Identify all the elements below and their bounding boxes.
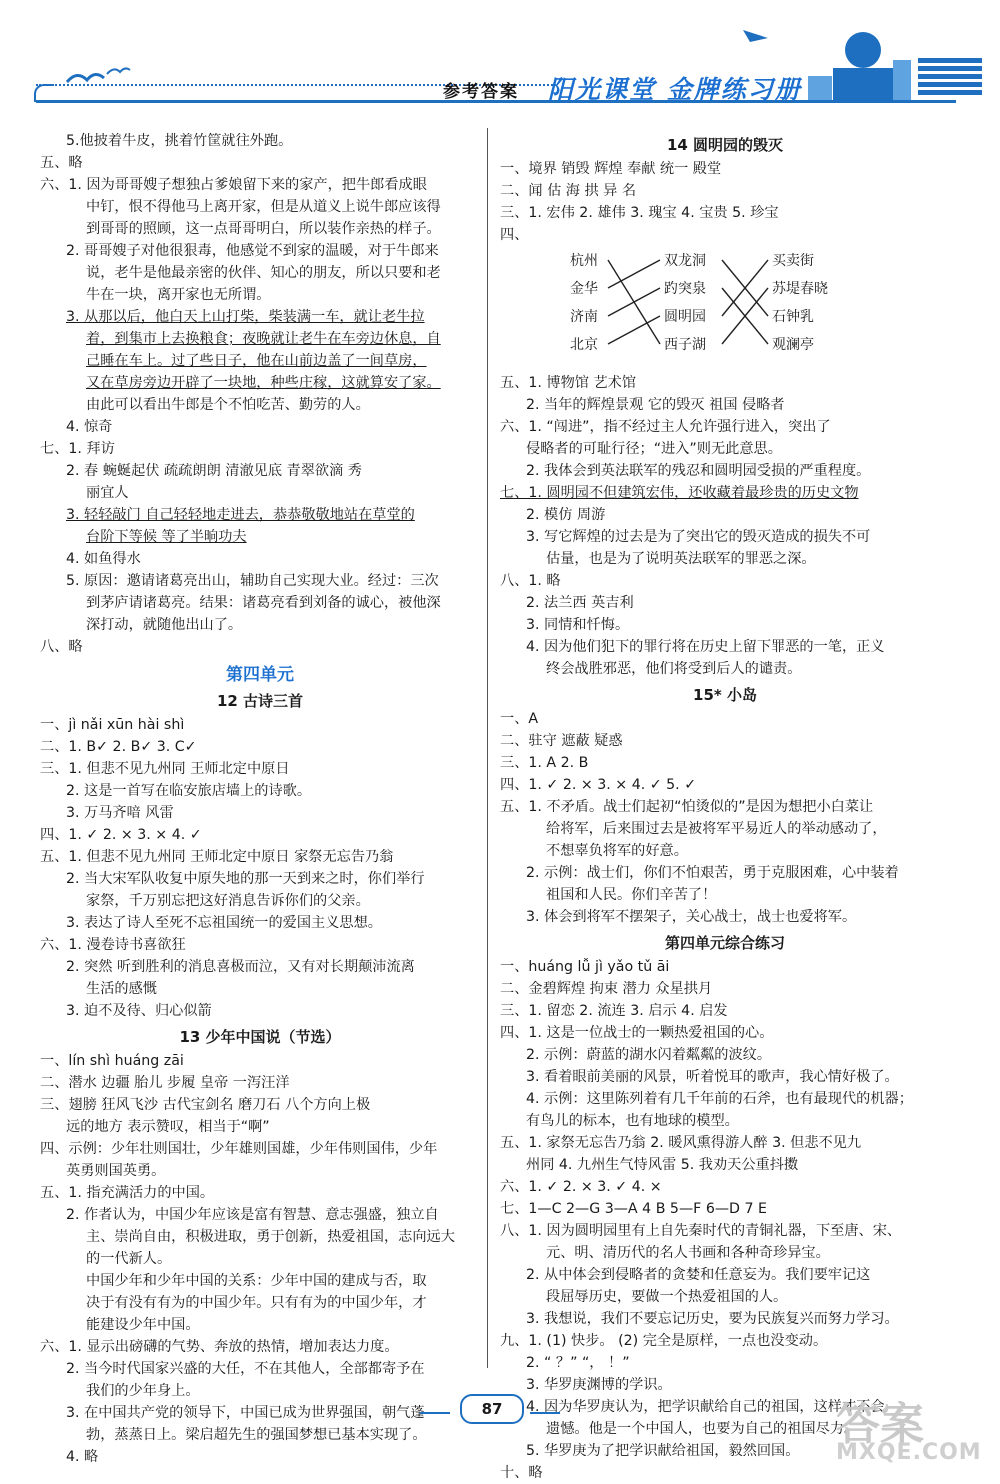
answer-line: 三、1. 留恋 2. 流连 3. 启示 4. 启发 (500, 1003, 728, 1019)
answer-line: 3. 写它辉煌的过去是为了突出它的毁灭造成的损失不可 (526, 529, 871, 545)
right-top-section (500, 134, 950, 246)
answer-line: 5. 华罗庚为了把学识献给祖国，毅然回国。 (526, 1443, 800, 1459)
matching-diagram (500, 248, 950, 368)
answer-line: 十、略 (500, 1465, 543, 1481)
answer-line: 我们的少年身上。 (86, 1383, 200, 1399)
answer-line: 州同 4. 九州生气恃风雷 5. 我劝天公重抖擞 (526, 1157, 799, 1173)
match-place: 济南 (570, 309, 598, 325)
answer-line: 估量，也是为了说明英法联军的罪恶之深。 (546, 551, 816, 567)
answer-line: 3. 迫不及待、归心似箭 (66, 1003, 212, 1019)
answer-line: 三、1. A 2. B (500, 755, 589, 771)
answer-line: 一、lín shì huáng zāi (40, 1053, 184, 1069)
answer-line: 三、1. 但悲不见九州同 王师北定中原日 (40, 761, 290, 777)
answer-line: 3. 轻轻敲门 自己轻轻地走进去，恭恭敬敬地站在草堂的 (66, 507, 415, 523)
answer-line: 五、1. 指充满活力的中国。 (40, 1185, 215, 1201)
answer-line: 家祭，千万别忘把这好消息告诉你们的父亲。 (86, 893, 370, 909)
answer-line: 七、1—C 2—G 3—A 4 B 5—F 6—D 7 E (500, 1201, 767, 1217)
answer-line: 2. 从中体会到侵略者的贪婪和任意妄为。我们要牢记这 (526, 1267, 871, 1283)
answer-line: 3. 在中国共产党的领导下，中国已成为世界强国，朝气蓬 (66, 1405, 425, 1421)
answer-line: 中国少年和少年中国的关系：少年中国的建成与否，取 (86, 1273, 427, 1289)
answer-line: 2. 示例：蔚蓝的湖水闪着粼粼的波纹。 (526, 1047, 772, 1063)
right-bottom-section (500, 372, 950, 1484)
answer-line: 二、金碧辉煌 拘束 潜力 众星拱月 (500, 981, 713, 997)
answer-line: 2. 法兰西 英吉利 (526, 595, 634, 611)
answer-line: 一、境界 销毁 辉煌 奉献 统一 殿堂 (500, 161, 722, 177)
answer-line: 三、翅膀 狂风飞沙 古代宝剑名 磨刀石 八个方向上极 (40, 1097, 371, 1113)
answer-line: 六、1. 显示出磅礴的气势、奔放的热情，增加表达力度。 (40, 1339, 399, 1355)
answer-line: 3. 华罗庚渊博的学识。 (526, 1377, 672, 1393)
answer-line: 五、1. 不矛盾。战士们起初“怕烫似的”是因为想把小白菜让 (500, 799, 874, 815)
answer-line: 深打动，就随他出山了。 (86, 617, 243, 633)
match-feature: 买卖街 (772, 253, 814, 269)
answer-line: 3. 从那以后，他白天上山打柴，柴装满一车，就让老牛拉 (66, 309, 425, 325)
answer-line: 4. 惊奇 (66, 419, 113, 435)
answer-line: 四、 (500, 227, 529, 243)
answer-line: 到哥哥的照顾，这一点哥哥明白，所以装作亲热的样子。 (86, 221, 441, 237)
answer-line: 二、闻 估 海 拱 异 名 (500, 183, 637, 199)
answer-line: 一、A (500, 711, 539, 727)
answer-line: 又在草房旁边开辟了一块地，种些庄稼，这就算安了家。 (86, 375, 441, 391)
match-site: 双龙洞 (664, 253, 706, 269)
answer-line: 2. 当今时代国家兴盛的大任，不在其他人，全部都寄予在 (66, 1361, 425, 1377)
answer-line: 不想辜负将军的好意。 (546, 843, 688, 859)
answer-line: 给将军，后来围过去是被将军平易近人的举动感动了， (546, 821, 887, 837)
answer-line: 六、1. 因为哥哥嫂子想独占爹娘留下来的家产，把牛郎看成眼 (40, 177, 427, 193)
answer-line: 丽宜人 (86, 485, 129, 501)
answer-line: 到茅庐请诸葛亮。结果：诸葛亮看到刘备的诚心，被他深 (86, 595, 441, 611)
match-place: 北京 (570, 337, 598, 353)
answer-line: 七、1. 圆明园不但建筑宏伟，还收藏着最珍贵的历史文物 (500, 485, 859, 501)
answer-line: 主、崇尚自由，积极进取，勇于创新，热爱祖国，志向远大 (86, 1229, 455, 1245)
column-divider (487, 128, 488, 1368)
answer-line: 台阶下等候 等了半晌功夫 (86, 529, 247, 545)
answer-line: 5. 原因：邀请诸葛亮出山，辅助自己实现大业。经过：三次 (66, 573, 439, 589)
header-stripes (918, 58, 982, 102)
answer-line: 二、潜水 边疆 胎儿 步履 皇帝 一泻汪洋 (40, 1075, 290, 1091)
answer-line: 己睡在车上。过了些日子，他在山前边盖了一间草房， (86, 353, 427, 369)
answer-line: 五、略 (40, 155, 83, 171)
birds-icon (62, 62, 132, 92)
answer-line: 3. 万马齐喑 风雷 (66, 805, 174, 821)
answer-line: 说，老牛是他最亲密的伙伴、知心的朋友，所以只要和老 (86, 265, 441, 281)
answer-line: 有鸟儿的标本，也有地球的模型。 (526, 1113, 739, 1129)
answer-line: 终会战胜邪恶，他们将受到后人的谴责。 (546, 661, 802, 677)
answer-line: 五、1. 但悲不见九州同 王师北定中原日 家祭无忘告乃翁 (40, 849, 394, 865)
answer-line: 段屈辱历史，要做一个热爱祖国的人。 (546, 1289, 788, 1305)
match-feature: 观澜亭 (772, 337, 814, 353)
answer-line: 3. 看着眼前美丽的风景，听着悦耳的歌声，我心情好极了。 (526, 1069, 899, 1085)
match-site: 圆明园 (664, 309, 706, 325)
answer-line: 2. 突然 听到胜利的消息喜极而泣，又有对长期颠沛流离 (66, 959, 415, 975)
lesson-title: 15* 小岛 (693, 686, 757, 704)
watermark-site: MXQE.COM (836, 1440, 982, 1465)
answer-line: 4. 示例：这里陈列着有几千年前的石斧，也有最现代的机器； (526, 1091, 913, 1107)
answer-line: 六、1. “闯进”，指不经过主人允许强行进入，突出了 (500, 419, 831, 435)
answer-line: 的一代新人。 (86, 1251, 172, 1267)
answer-line: 2. 作者认为，中国少年应该是富有智慧、意志强盛，独立自 (66, 1207, 439, 1223)
answer-line: 决于有没有有为的中国少年。只有有为的中国少年，才 (86, 1295, 427, 1311)
answer-line: 一、huáng lǚ jì yǎo tǔ āi (500, 959, 670, 975)
answer-line: 5.他披着牛皮，挑着竹筐就往外跑。 (66, 133, 293, 149)
answer-line: 3. 同情和忏悔。 (526, 617, 630, 633)
match-place: 杭州 (570, 253, 598, 269)
answer-line: 五、1. 博物馆 艺术馆 (500, 375, 637, 391)
answer-line: 2. 哥哥嫂子对他很狠毒，他感觉不到家的温暖，对于牛郎来 (66, 243, 439, 259)
answer-line: 3. 我想说，我们不要忘记历史，要为民族复兴而努力学习。 (526, 1311, 899, 1327)
answer-line: 九、1. (1) 快步。 (2) 完全是原样，一点也没变动。 (500, 1333, 828, 1349)
match-place: 金华 (570, 281, 598, 297)
answer-line: 祖国和人民。你们辛苦了！ (546, 887, 717, 903)
match-feature: 石钟乳 (772, 309, 814, 325)
answer-line: 八、略 (40, 639, 83, 655)
scholar-illustration-icon (738, 20, 918, 102)
answer-line: 遗憾。他是一个中国人，也要为自己的祖国尽力。 (546, 1421, 859, 1437)
answer-line: 二、1. B✓ 2. B✓ 3. C✓ (40, 739, 197, 755)
answer-line: 八、1. 略 (500, 573, 561, 589)
answer-line: 2. 春 蜿蜒起伏 疏疏朗朗 清澈见底 青翠欲滴 秀 (66, 463, 362, 479)
lesson-title: 第四单元综合练习 (664, 934, 785, 952)
answer-line: 3. 表达了诗人至死不忘祖国统一的爱国主义思想。 (66, 915, 382, 931)
lesson-title: 13 少年中国说（节选） (179, 1028, 341, 1046)
header-brand: 阳光课堂 金牌练习册 (548, 75, 802, 104)
answer-line: 生活的感慨 (86, 981, 157, 997)
page-header (0, 0, 1000, 122)
answer-line: 英勇则国英勇。 (66, 1163, 166, 1179)
answer-line: 由此可以看出牛郎是个不怕吃苦、勤劳的人。 (86, 397, 370, 413)
answer-line: 侵略者的可耻行径；“进入”则无此意思。 (526, 441, 782, 457)
match-site: 西子湖 (664, 337, 706, 353)
answer-line: 2. 我体会到英法联军的残忍和圆明园受损的严重程度。 (526, 463, 871, 479)
answer-line: 能建设少年中国。 (86, 1317, 200, 1333)
header-label: 参考答案 (443, 82, 519, 102)
answer-line: 2. 当年的辉煌景观 它的毁灭 祖国 侵略者 (526, 397, 785, 413)
answer-line: 六、1. ✓ 2. × 3. ✓ 4. × (500, 1179, 662, 1195)
answer-line: 着，到集市上去换粮食；夜晚就让老牛在车旁边休息，自 (86, 331, 441, 347)
answer-line: 七、1. 拜访 (40, 441, 115, 457)
right-column (500, 130, 950, 1484)
answer-line: 4. 因为华罗庚认为，把学识献给自己的祖国，这样才不会 (526, 1399, 885, 1415)
unit-heading: 第四单元 (226, 665, 294, 685)
answer-line: 四、示例：少年壮则国壮，少年雄则国雄，少年伟则国伟，少年 (40, 1141, 438, 1157)
lesson-title: 14 圆明园的毁灭 (666, 136, 784, 154)
answer-line: 牛在一块，离开家也无所谓。 (86, 287, 271, 303)
answer-line: 六、1. 漫卷诗书喜欲狂 (40, 937, 186, 953)
answer-line: 四、1. 这是一位战士的一颗热爱祖国的心。 (500, 1025, 774, 1041)
answer-line: 4. 略 (66, 1449, 99, 1465)
match-site: 趵突泉 (664, 281, 706, 297)
answer-line: 二、驻守 遮蔽 疑惑 (500, 733, 623, 749)
lesson-title: 12 古诗三首 (216, 692, 304, 710)
answer-line: 八、1. 因为圆明园里有上自先秦时代的青铜礼器，下至唐、宋、 (500, 1223, 902, 1239)
footer-ornament-left (420, 1402, 450, 1414)
answer-line: 一、jì nǎi xūn hài shì (40, 717, 185, 733)
page-number: 87 (460, 1394, 524, 1424)
answer-line: 四、1. ✓ 2. × 3. × 4. ✓ 5. ✓ (500, 777, 697, 793)
answer-line: 元、明、清历代的名人书画和各种奇珍异宝。 (546, 1245, 830, 1261)
answer-line: 3. 体会到将军不摆架子，关心战士，战士也爱将军。 (526, 909, 857, 925)
answer-line: 中钉，恨不得他马上离开家，但是从道义上说牛郎应该得 (86, 199, 441, 215)
left-column (40, 130, 480, 1468)
answer-line: 五、1. 家祭无忘告乃翁 2. 暖风熏得游人醉 3. 但悲不见九 (500, 1135, 862, 1151)
answer-line: 2. “ ？” “， ！” (526, 1355, 630, 1371)
answer-line: 2. 这是一首写在临安旅店墙上的诗歌。 (66, 783, 312, 799)
answer-line: 勃，蒸蒸日上。梁启超先生的强国梦想已基本实现了。 (86, 1427, 427, 1443)
footer-ornament-right (530, 1402, 560, 1414)
answer-line: 2. 模仿 周游 (526, 507, 606, 523)
watermark-logo: 答案 (836, 1399, 924, 1450)
answer-line: 2. 示例：战士们，你们不怕艰苦，勇于克服困难，心中装着 (526, 865, 899, 881)
answer-line: 三、1. 宏伟 2. 雄伟 3. 瑰宝 4. 宝贵 5. 珍宝 (500, 205, 779, 221)
match-feature: 苏堤春晓 (772, 281, 828, 297)
answer-line: 四、1. ✓ 2. × 3. × 4. ✓ (40, 827, 202, 843)
answer-line: 2. 当大宋军队收复中原失地的那一天到来之时，你们举行 (66, 871, 425, 887)
answer-line: 远的地方 表示赞叹，相当于“啊” (66, 1119, 270, 1135)
answer-line: 4. 如鱼得水 (66, 551, 141, 567)
answer-line: 4. 因为他们犯下的罪行将在历史上留下罪恶的一笔，正义 (526, 639, 885, 655)
